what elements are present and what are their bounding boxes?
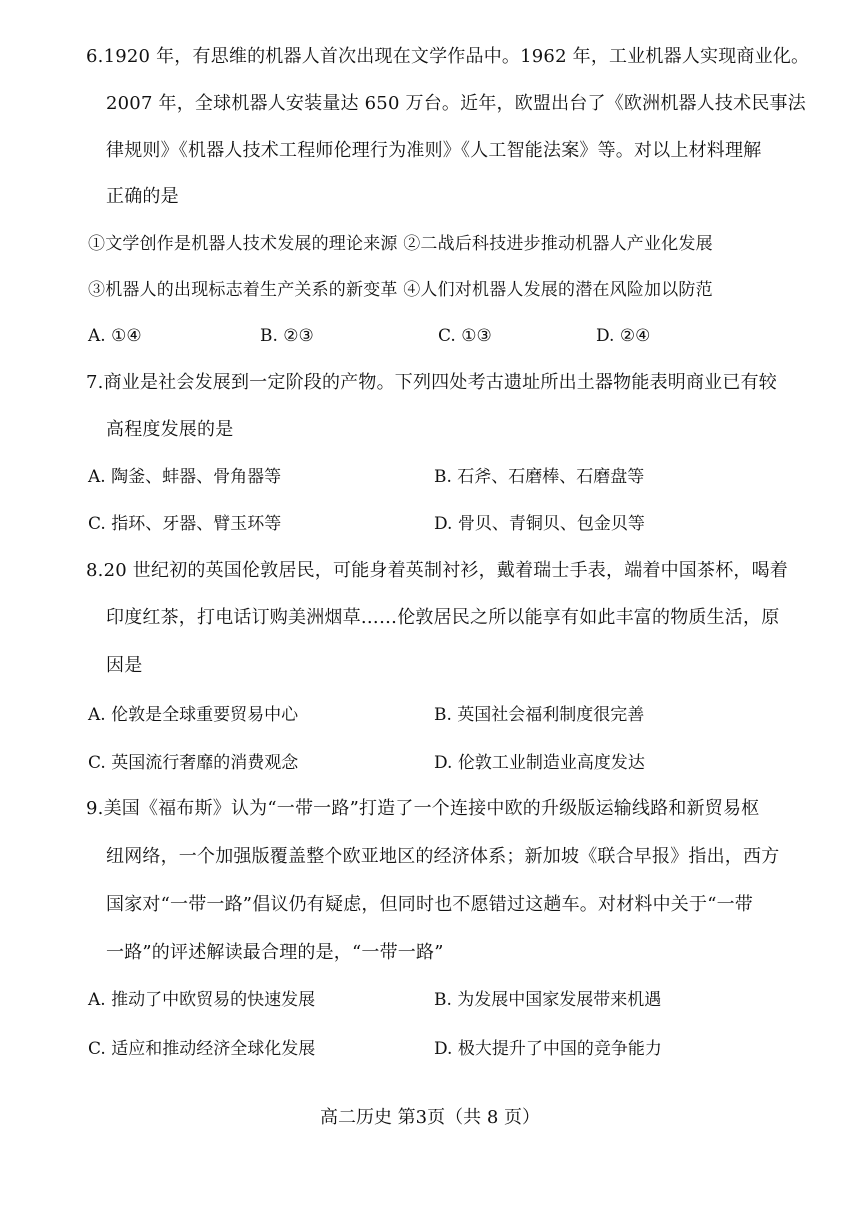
- option-c[interactable]: C. ①③: [438, 326, 492, 346]
- option-b[interactable]: B. 石斧、石磨棒、石磨盘等: [434, 467, 645, 487]
- question-8-line-3: 因是: [106, 655, 143, 676]
- question-9-line-3: 国家对“一带一路”倡议仍有疑虑，但同时也不愿错过这趟车。对材料中关于“一带: [106, 894, 754, 915]
- question-text: 美国《福布斯》认为“一带一路”打造了一个连接中欧的升级版运输线路和新贸易枢: [103, 798, 760, 819]
- option-d[interactable]: D. ②④: [596, 326, 651, 346]
- question-6-line-2: 2007 年，全球机器人安装量达 650 万台。近年，欧盟出台了《欧洲机器人技术民事法: [106, 93, 806, 114]
- question-number: 7.: [86, 372, 104, 393]
- option-a[interactable]: A. 伦敦是全球重要贸易中心: [88, 705, 299, 725]
- option-c[interactable]: C. 适应和推动经济全球化发展: [88, 1039, 316, 1059]
- option-a[interactable]: A. ①④: [88, 326, 142, 346]
- question-6-line-1: [86, 45, 810, 69]
- option-a[interactable]: A. 推动了中欧贸易的快速发展: [88, 990, 316, 1010]
- option-a[interactable]: A. 陶釜、蚌器、骨角器等: [88, 467, 282, 487]
- question-9-line-2: 纽网络，一个加强版覆盖整个欧亚地区的经济体系；新加坡《联合早报》指出，西方: [106, 846, 780, 867]
- question-number: 8.: [86, 560, 104, 581]
- option-c[interactable]: C. 指环、牙器、臂玉环等: [88, 514, 282, 534]
- option-b[interactable]: B. ②③: [260, 326, 314, 346]
- question-6-statement-2: ③机器人的出现标志着生产关系的新变革 ④人们对机器人发展的潜在风险加以防范: [88, 280, 713, 300]
- question-7-line-1: [86, 371, 786, 395]
- question-8-line-2: 印度红茶，打电话订购美洲烟草……伦敦居民之所以能享有如此丰富的物质生活，原: [106, 607, 780, 628]
- page-footer: 高二历史 第3页（共 8 页）: [319, 1107, 541, 1128]
- question-text: 1920 年，有思维的机器人首次出现在文学作品中。1962 年，工业机器人实现商业化。: [103, 46, 810, 67]
- option-d[interactable]: D. 伦敦工业制造业高度发达: [434, 753, 645, 773]
- question-6-line-3: 律规则》《机器人技术工程师伦理行为准则》《人工智能法案》等。对以上材料理解: [106, 140, 762, 161]
- option-d[interactable]: D. 骨贝、青铜贝、包金贝等: [434, 514, 645, 534]
- option-d[interactable]: D. 极大提升了中国的竞争能力: [434, 1039, 662, 1059]
- question-9-line-1: [86, 797, 786, 821]
- question-7-line-2: 高程度发展的是: [106, 419, 234, 440]
- option-b[interactable]: B. 英国社会福利制度很完善: [434, 705, 645, 725]
- option-b[interactable]: B. 为发展中国家发展带来机遇: [434, 990, 662, 1010]
- option-c[interactable]: C. 英国流行奢靡的消费观念: [88, 753, 299, 773]
- question-8-line-1: [86, 559, 789, 583]
- question-text: 商业是社会发展到一定阶段的产物。下列四处考古遗址所出土器物能表明商业已有较: [103, 372, 777, 393]
- question-6-statement-1: ①文学创作是机器人技术发展的理论来源 ②二战后科技进步推动机器人产业化发展: [88, 234, 713, 254]
- question-text: 20 世纪初的英国伦敦居民，可能身着英制衬衫，戴着瑞士手表，端着中国茶杯，喝着: [103, 560, 789, 581]
- question-number: 9.: [86, 798, 104, 819]
- question-number: 6.: [86, 46, 104, 67]
- question-6-line-4: 正确的是: [106, 186, 179, 207]
- question-9-line-4: 一路”的评述解读最合理的是，“一带一路”: [106, 942, 444, 963]
